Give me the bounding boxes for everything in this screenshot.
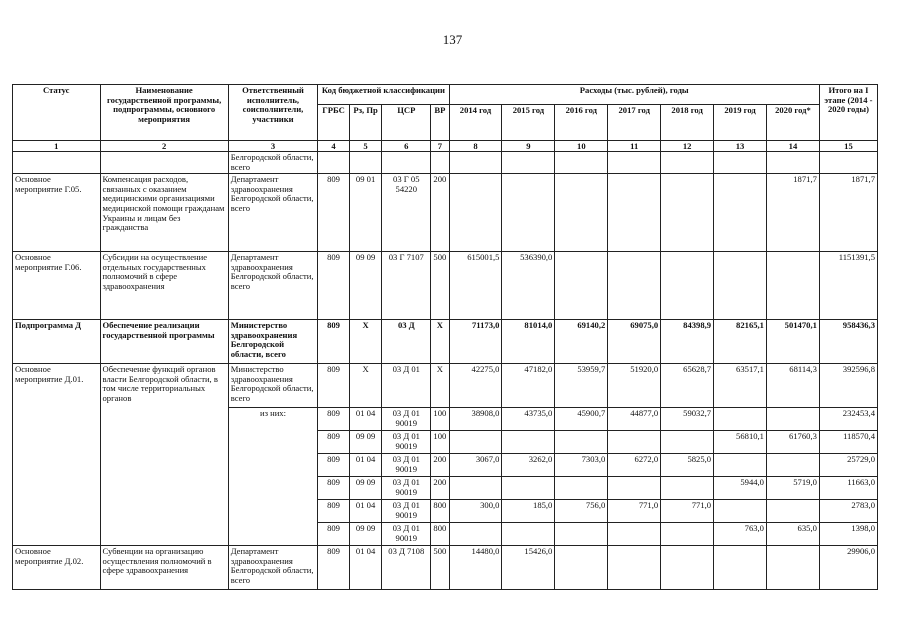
vr-cell: 200 <box>431 477 449 500</box>
vr-cell: Х <box>431 364 449 408</box>
value-cell <box>555 477 608 500</box>
of-them-cell: из них: <box>228 408 318 546</box>
header-responsible: Ответственный исполнитель, соисполнители, участники <box>228 85 318 141</box>
col-index: 13 <box>714 141 767 152</box>
grbs-cell: 809 <box>318 364 350 408</box>
rzpr-cell: 09 09 <box>349 431 382 454</box>
total-cell: 1871,7 <box>819 174 877 252</box>
vr-cell: 200 <box>431 174 449 252</box>
table-row <box>13 174 878 252</box>
value-cell <box>714 500 767 523</box>
value-cell <box>449 431 502 454</box>
value-cell <box>608 431 661 454</box>
status-cell: Основное мероприятие Д.01. <box>13 364 101 546</box>
col-index: 5 <box>349 141 382 152</box>
col-index: 12 <box>661 141 714 152</box>
total-cell: 118570,4 <box>819 431 877 454</box>
grbs-cell: 809 <box>318 477 350 500</box>
value-cell <box>555 174 608 252</box>
value-cell <box>661 546 714 590</box>
vr-cell: Х <box>431 320 449 364</box>
value-cell: 69075,0 <box>608 320 661 364</box>
header-rzpr: Рз, Пр <box>349 105 382 141</box>
rzpr-cell: Х <box>349 320 382 364</box>
value-cell <box>714 252 767 320</box>
header-2017: 2017 год <box>608 105 661 141</box>
value-cell: 71173,0 <box>449 320 502 364</box>
responsible-cell: Министерство здравоохранения Белгородской области, всего <box>228 320 318 364</box>
value-cell <box>449 523 502 546</box>
csr-cell: 03 Д 01 90019 <box>382 500 431 523</box>
name-cell: Субсидии на осуществление отдельных государственных полномочий в сфере здравоохранения <box>100 252 228 320</box>
total-cell: 11663,0 <box>819 477 877 500</box>
value-cell: 59032,7 <box>661 408 714 431</box>
value-cell: 45900,7 <box>555 408 608 431</box>
value-cell: 84398,9 <box>661 320 714 364</box>
rzpr-cell: 01 04 <box>349 500 382 523</box>
total-cell: 2783,0 <box>819 500 877 523</box>
value-cell: 53959,7 <box>555 364 608 408</box>
value-cell: 43735,0 <box>502 408 555 431</box>
csr-cell: 03 Г 7107 <box>382 252 431 320</box>
value-cell: 82165,1 <box>714 320 767 364</box>
value-cell <box>449 174 502 252</box>
value-cell <box>608 477 661 500</box>
header-2014: 2014 год <box>449 105 502 141</box>
value-cell: 69140,2 <box>555 320 608 364</box>
responsible-cell: Белгородской области, всего <box>228 152 318 174</box>
value-cell: 14480,0 <box>449 546 502 590</box>
total-cell: 232453,4 <box>819 408 877 431</box>
vr-cell: 100 <box>431 431 449 454</box>
value-cell: 501470,1 <box>766 320 819 364</box>
value-cell <box>714 546 767 590</box>
value-cell: 47182,0 <box>502 364 555 408</box>
value-cell <box>766 500 819 523</box>
vr-cell: 100 <box>431 408 449 431</box>
value-cell <box>555 523 608 546</box>
value-cell: 763,0 <box>714 523 767 546</box>
csr-cell: 03 Г 05 54220 <box>382 174 431 252</box>
value-cell: 635,0 <box>766 523 819 546</box>
value-cell <box>449 477 502 500</box>
value-cell: 771,0 <box>608 500 661 523</box>
value-cell: 5944,0 <box>714 477 767 500</box>
csr-cell: 03 Д <box>382 320 431 364</box>
value-cell: 3262,0 <box>502 454 555 477</box>
value-cell <box>714 174 767 252</box>
value-cell <box>714 454 767 477</box>
col-index: 14 <box>766 141 819 152</box>
vr-cell: 500 <box>431 252 449 320</box>
page-number: 137 <box>442 32 463 47</box>
col-index: 4 <box>318 141 350 152</box>
value-cell <box>661 477 714 500</box>
rzpr-cell: Х <box>349 364 382 408</box>
value-cell: 61760,3 <box>766 431 819 454</box>
value-cell <box>502 174 555 252</box>
status-cell: Основное мероприятие Г.06. <box>13 252 101 320</box>
value-cell: 185,0 <box>502 500 555 523</box>
responsible-cell: Министерство здравоохранения Белгородской области, всего <box>228 364 318 408</box>
value-cell: 42275,0 <box>449 364 502 408</box>
total-cell: 958436,3 <box>819 320 877 364</box>
value-cell <box>555 431 608 454</box>
value-cell <box>608 174 661 252</box>
value-cell <box>502 523 555 546</box>
header-total: Итого на I этапе (2014 - 2020 годы) <box>819 85 877 141</box>
rzpr-cell: 09 09 <box>349 252 382 320</box>
header-2016: 2016 год <box>555 105 608 141</box>
header-2020: 2020 год* <box>766 105 819 141</box>
vr-cell: 500 <box>431 546 449 590</box>
budget-table <box>12 84 878 590</box>
name-cell: Компенсация расходов, связанных с оказанием медицинскими организациями медицинской помощи гражданам Украины и лицам без гражданства <box>100 174 228 252</box>
header-expenses: Расходы (тыс. рублей), годы <box>449 85 819 105</box>
grbs-cell: 809 <box>318 546 350 590</box>
value-cell: 63517,1 <box>714 364 767 408</box>
value-cell <box>502 477 555 500</box>
value-cell: 771,0 <box>661 500 714 523</box>
col-index: 11 <box>608 141 661 152</box>
table-row <box>13 252 878 320</box>
rzpr-cell: 01 04 <box>349 454 382 477</box>
column-index-row <box>13 141 878 152</box>
total-cell: 1398,0 <box>819 523 877 546</box>
csr-cell: 03 Д 01 90019 <box>382 408 431 431</box>
header-2019: 2019 год <box>714 105 767 141</box>
rzpr-cell: 09 01 <box>349 174 382 252</box>
grbs-cell: 809 <box>318 320 350 364</box>
header-2018: 2018 год <box>661 105 714 141</box>
header-grbs: ГРБС <box>318 105 350 141</box>
total-cell: 392596,8 <box>819 364 877 408</box>
value-cell <box>766 454 819 477</box>
name-cell: Обеспечение функций органов власти Белгородской области, в том числе территориальных органов <box>100 364 228 546</box>
rzpr-cell: 09 09 <box>349 477 382 500</box>
value-cell <box>766 546 819 590</box>
value-cell <box>661 523 714 546</box>
value-cell: 5825,0 <box>661 454 714 477</box>
name-cell: Субвенции на организацию осуществления полномочий в сфере здравоохранения <box>100 546 228 590</box>
value-cell: 81014,0 <box>502 320 555 364</box>
csr-cell: 03 Д 01 90019 <box>382 431 431 454</box>
grbs-cell: 809 <box>318 431 350 454</box>
responsible-cell: Департамент здравоохранения Белгородской области, всего <box>228 174 318 252</box>
col-index: 3 <box>228 141 318 152</box>
table-row <box>13 320 878 364</box>
value-cell: 65628,7 <box>661 364 714 408</box>
status-cell: Подпрограмма Д <box>13 320 101 364</box>
value-cell: 5719,0 <box>766 477 819 500</box>
name-cell: Обеспечение реализации государственной программы <box>100 320 228 364</box>
value-cell <box>766 408 819 431</box>
value-cell <box>714 408 767 431</box>
total-cell: 25729,0 <box>819 454 877 477</box>
value-cell: 7303,0 <box>555 454 608 477</box>
value-cell: 6272,0 <box>608 454 661 477</box>
value-cell: 56810,1 <box>714 431 767 454</box>
responsible-cell: Департамент здравоохранения Белгородской области, всего <box>228 546 318 590</box>
value-cell <box>661 431 714 454</box>
col-index: 9 <box>502 141 555 152</box>
value-cell <box>766 252 819 320</box>
col-index: 15 <box>819 141 877 152</box>
value-cell: 3067,0 <box>449 454 502 477</box>
col-index: 6 <box>382 141 431 152</box>
status-cell: Основное мероприятие Г.05. <box>13 174 101 252</box>
grbs-cell: 809 <box>318 523 350 546</box>
value-cell: 15426,0 <box>502 546 555 590</box>
csr-cell: 03 Д 7108 <box>382 546 431 590</box>
value-cell <box>661 174 714 252</box>
table-row <box>13 152 878 174</box>
rzpr-cell: 01 04 <box>349 408 382 431</box>
col-index: 1 <box>13 141 101 152</box>
rzpr-cell: 09 09 <box>349 523 382 546</box>
value-cell <box>555 252 608 320</box>
value-cell <box>661 252 714 320</box>
rzpr-cell: 01 04 <box>349 546 382 590</box>
col-index: 8 <box>449 141 502 152</box>
value-cell: 536390,0 <box>502 252 555 320</box>
table-row <box>13 364 878 408</box>
status-cell: Основное мероприятие Д.02. <box>13 546 101 590</box>
value-cell: 615001,5 <box>449 252 502 320</box>
header-status: Статус <box>13 85 101 141</box>
header-budget-code: Код бюджетной классификации <box>318 85 449 105</box>
header-name: Наименование государственной программы, подпрограммы, основного мероприятия <box>100 85 228 141</box>
vr-cell: 200 <box>431 454 449 477</box>
value-cell: 68114,3 <box>766 364 819 408</box>
value-cell <box>502 431 555 454</box>
grbs-cell: 809 <box>318 454 350 477</box>
total-cell: 1151391,5 <box>819 252 877 320</box>
value-cell: 38908,0 <box>449 408 502 431</box>
vr-cell: 800 <box>431 523 449 546</box>
value-cell: 51920,0 <box>608 364 661 408</box>
col-index: 7 <box>431 141 449 152</box>
header-2015: 2015 год <box>502 105 555 141</box>
value-cell: 756,0 <box>555 500 608 523</box>
grbs-cell: 809 <box>318 408 350 431</box>
value-cell <box>555 546 608 590</box>
vr-cell: 800 <box>431 500 449 523</box>
table-row <box>13 546 878 590</box>
value-cell <box>608 546 661 590</box>
csr-cell: 03 Д 01 90019 <box>382 477 431 500</box>
col-index: 10 <box>555 141 608 152</box>
csr-cell: 03 Д 01 90019 <box>382 523 431 546</box>
responsible-cell: Департамент здравоохранения Белгородской области, всего <box>228 252 318 320</box>
total-cell: 29906,0 <box>819 546 877 590</box>
value-cell: 1871,7 <box>766 174 819 252</box>
value-cell: 44877,0 <box>608 408 661 431</box>
grbs-cell: 809 <box>318 252 350 320</box>
csr-cell: 03 Д 01 <box>382 364 431 408</box>
header-vr: ВР <box>431 105 449 141</box>
value-cell: 300,0 <box>449 500 502 523</box>
csr-cell: 03 Д 01 90019 <box>382 454 431 477</box>
grbs-cell: 809 <box>318 500 350 523</box>
col-index: 2 <box>100 141 228 152</box>
grbs-cell: 809 <box>318 174 350 252</box>
header-csr: ЦСР <box>382 105 431 141</box>
value-cell <box>608 252 661 320</box>
value-cell <box>608 523 661 546</box>
